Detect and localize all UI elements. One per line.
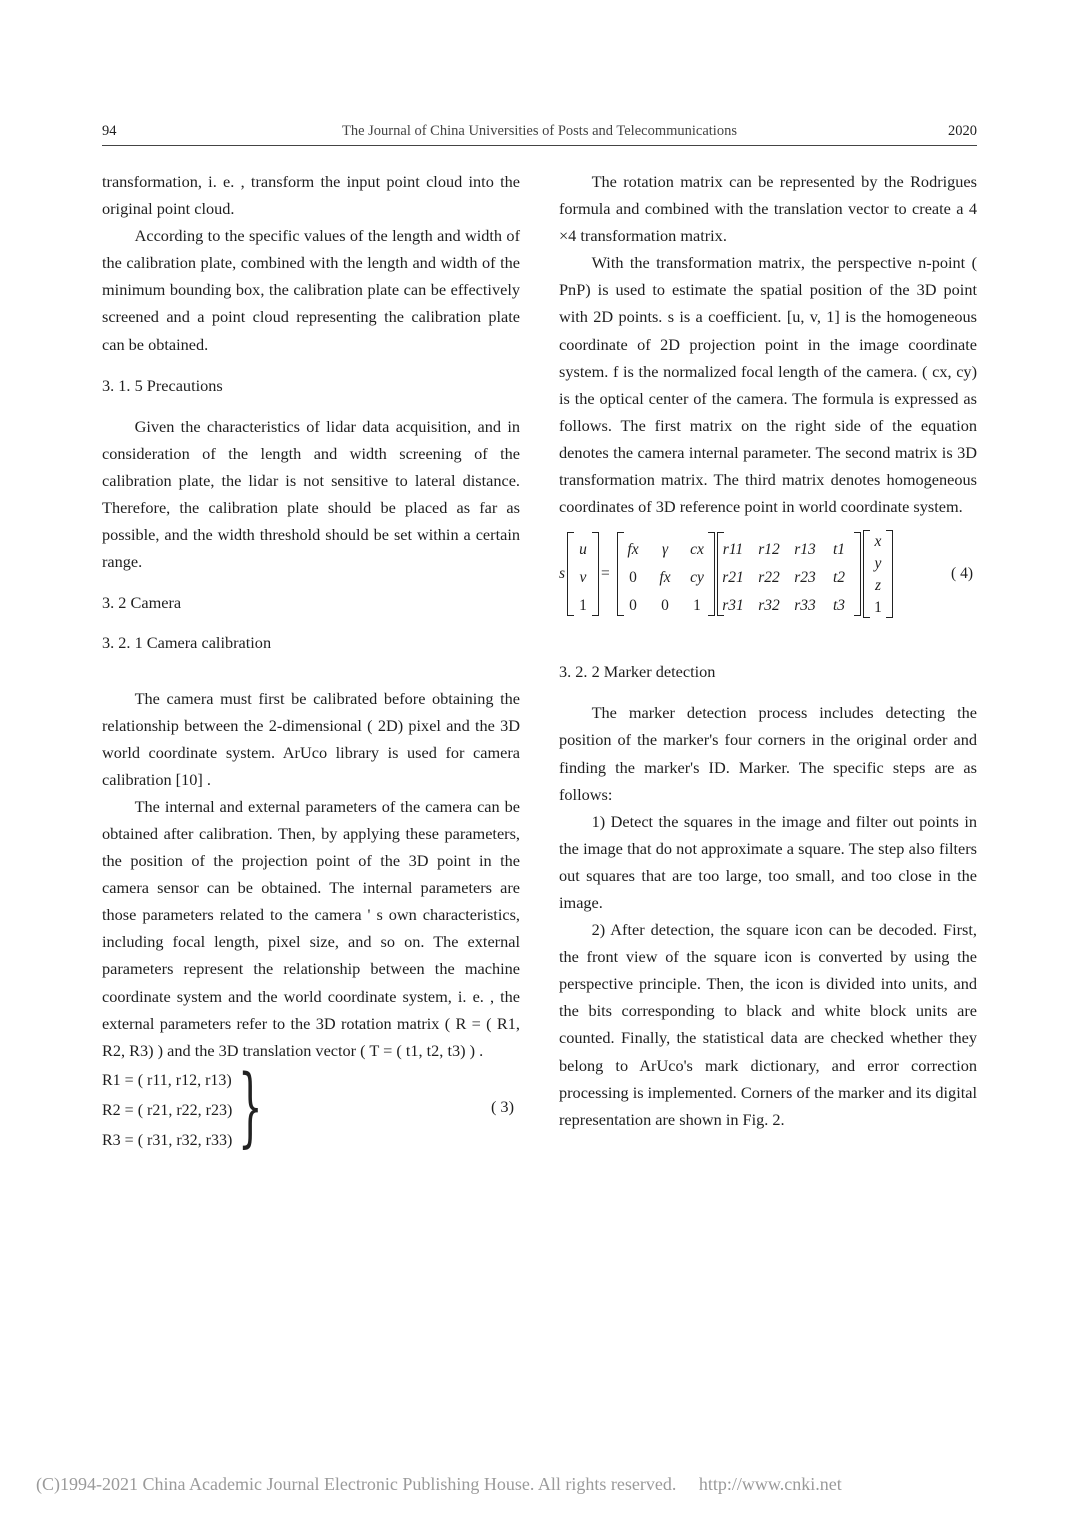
running-header [102, 121, 977, 146]
matrix-cell: γ [661, 541, 669, 559]
coefficient-s: s [559, 565, 566, 583]
paragraph: Given the characteristics of lidar data acquisition, and in consideration of the length and width screening of the calibration plate, the lidar is not sensitive to lateral distance. Therefore, the calibration plate should be placed as far as possible, and the width threshold should be set within a certain range. [102, 416, 520, 572]
equation-3-row: R1 = ( r11, r12, r13) [102, 1071, 232, 1089]
matrix-cell: r23 [794, 569, 816, 587]
right-column [559, 168, 977, 1133]
equation-number: ( 4) [951, 565, 973, 583]
equation-4 [559, 530, 977, 622]
matrix-cell: t2 [832, 569, 846, 587]
matrix-cell: 0 [629, 597, 637, 615]
paragraph: The camera must first be calibrated before obtaining the relationship between the 2-dimensional ( 2D) pixel and the 3D world coordinate system. ArUco library is used for camera calibration [10] . [102, 688, 520, 789]
intrinsic-matrix [617, 532, 715, 616]
page-number: 94 [102, 123, 117, 139]
world-point-vector [863, 530, 893, 618]
matrix-cell: r13 [794, 541, 816, 559]
matrix-cell: y [874, 555, 882, 573]
matrix-cell: 1 [874, 599, 882, 617]
matrix-cell: r33 [794, 597, 816, 615]
matrix-cell: cy [690, 569, 704, 587]
matrix-cell: t3 [832, 597, 846, 615]
paragraph: The internal and external parameters of the camera can be obtained after calibration. Then, by applying these parameters, the position of the projection point of the 3D point in the camera sensor can be obtained. The internal parameters are those parameters related to the camera ' s own characteristics, including focal length, pixel size, and so on. The external parameters represent the relationship between the machine coordinate system and the world coordinate system, i. e. , the external parameters refer to the 3D rotation matrix ( R = ( R1, R2, R3) ) and the 3D translation vector ( T = ( t1, t2, t3) ) . [102, 796, 520, 1060]
copyright-text: (C)1994-2021 China Academic Journal Electronic Publishing House. All rights reserved. [36, 1474, 677, 1494]
paragraph: According to the specific values of the length and width of the calibration plate, combined with the length and width of the minimum bounding box, the calibration plate can be effectively screened and a point cloud representing the calibration plate can be obtained. [102, 226, 520, 354]
paragraph: The rotation matrix can be represented by the Rodrigues formula and combined with the translation vector to create a 4 ×4 transformation matrix. [559, 172, 977, 246]
section-heading-3-2-1: 3. 2. 1 Camera calibration [102, 633, 272, 653]
matrix-cell: 0 [661, 597, 669, 615]
matrix-cell: x [874, 533, 882, 551]
image-point-vector [567, 532, 599, 616]
matrix-cell: r12 [758, 541, 780, 559]
matrix-cell: 1 [693, 597, 701, 615]
equation-3-row: R3 = ( r31, r32, r33) [102, 1131, 233, 1149]
paragraph: 1) Detect the squares in the image and filter out points in the image that do not approximate a square. The step also filters out squares that are too large, too small, and too close in the image. [559, 811, 977, 912]
matrix-cell: u [579, 541, 587, 559]
matrix-cell: 1 [579, 597, 587, 615]
matrix-cell: r22 [758, 569, 780, 587]
cnki-link[interactable]: http://www.cnki.net [698, 1474, 842, 1494]
matrix-cell: cx [690, 541, 704, 559]
matrix-cell: r32 [758, 597, 780, 615]
section-heading-3-1-5: 3. 1. 5 Precautions [102, 375, 223, 395]
equation-3-row: R2 = ( r21, r22, r23) [102, 1101, 233, 1119]
equation-number: ( 3) [490, 1096, 514, 1116]
matrix-cell: r11 [722, 541, 744, 559]
publication-year: 2020 [948, 123, 977, 139]
matrix-cell: r31 [722, 597, 744, 615]
matrix-cell: v [579, 569, 587, 587]
paragraph: The marker detection process includes detecting the position of the marker's four corners in the original order and finding the marker's ID. Marker. The specific steps are as follows: [559, 703, 977, 804]
matrix-cell: fx [627, 541, 639, 559]
left-column [102, 168, 520, 1156]
matrix-cell: r21 [722, 569, 744, 587]
matrix-cell: fx [659, 569, 671, 587]
matrix-cell: z [874, 577, 882, 595]
paragraph: 2) After detection, the square icon can be decoded. First, the front view of the square icon is converted by using the perspective principle. Then, the icon is divided into units, and the bits corresponding to black and white block units are counted. Finally, the statistical data are checked whether they belong to ArUco's mark dictionary, and error correction processing is implemented. Corners of the marker and its digital representation are shown in Fig. 2. [559, 920, 977, 1129]
transformation-matrix [717, 532, 861, 616]
copyright-footer [36, 1474, 842, 1495]
matrix-cell: 0 [629, 569, 637, 587]
equals-sign: = [601, 565, 610, 583]
paragraph: transformation, i. e. , transform the input point cloud into the original point cloud. [102, 172, 520, 219]
matrix-cell: t1 [832, 541, 846, 559]
paragraph: With the transformation matrix, the perspective n-point ( PnP) is used to estimate the spatial position of the 3D point with 2D points. s is a coefficient. [u, v, 1] is the homogeneous coordinate of 2D projection point in the image coordinate system. f is the normalized focal length of the camera. ( cx, cy) is the optical center of the camera. The formula is expressed as follows. The first matrix on the right side of the equation denotes the camera internal parameter. The second matrix is 3D transformation matrix. The third matrix denotes homogeneous coordinates of 3D reference point in world coordinate system. [559, 253, 977, 517]
section-heading-3-2-2: 3. 2. 2 Marker detection [559, 662, 716, 682]
equation-3 [102, 1056, 520, 1157]
section-heading-3-2: 3. 2 Camera [102, 593, 182, 613]
right-brace: } [238, 1056, 263, 1157]
journal-title: The Journal of China Universities of Posts and Telecommunications [342, 123, 737, 139]
